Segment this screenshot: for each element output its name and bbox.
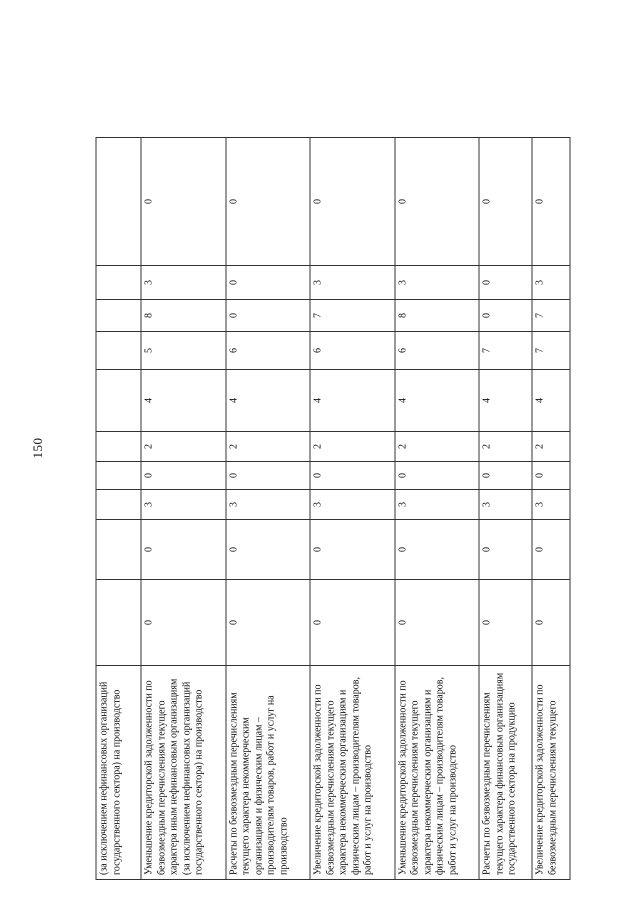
- cell-value: 8: [394, 300, 479, 332]
- data-table: [95, 137, 570, 880]
- cell-value: 3: [479, 490, 532, 520]
- table-row: [225, 138, 310, 880]
- cell-value: 4: [141, 370, 226, 432]
- cell-value: 4: [394, 370, 479, 432]
- cell-value: 4: [479, 370, 532, 432]
- cell-value: 2: [394, 432, 479, 462]
- cell-value: 0: [141, 520, 226, 580]
- cell-value: 0: [532, 580, 570, 666]
- cell-value: [96, 520, 141, 580]
- cell-value: 4: [310, 370, 395, 432]
- cell-value: 3: [141, 266, 226, 300]
- row-description: (за исключением нефинансовых организаций государственного сектора) на производство: [96, 666, 141, 880]
- cell-value: 0: [225, 300, 310, 332]
- cell-value: 0: [310, 580, 395, 666]
- cell-value: 0: [394, 520, 479, 580]
- cell-value: [96, 138, 141, 266]
- row-description: Уменьшение кредиторской задолженности по безвозмездным перечислениям текущего характера иным нефинансовым организациям (за исключением нефинансовых организаций государственного сектора) на производство: [141, 666, 226, 880]
- cell-value: 0: [532, 520, 570, 580]
- cell-value: 0: [394, 462, 479, 490]
- table-row: [96, 138, 141, 880]
- cell-value: 0: [225, 266, 310, 300]
- cell-value: 0: [310, 520, 395, 580]
- table-row: [310, 138, 395, 880]
- cell-value: 0: [141, 462, 226, 490]
- table-row: [479, 138, 532, 880]
- cell-value: 4: [532, 370, 570, 432]
- cell-value: 0: [479, 300, 532, 332]
- row-description: Расчеты по безвозмездным перечислениям текущего характера некоммерческим организациям и физическим лицам – производителям товаров, работ и услуг на производство: [225, 666, 310, 880]
- cell-value: [96, 300, 141, 332]
- rotated-sheet: [95, 138, 570, 880]
- cell-value: 3: [394, 266, 479, 300]
- cell-value: 0: [479, 266, 532, 300]
- table-frame: [95, 138, 570, 880]
- cell-value: 0: [225, 520, 310, 580]
- cell-value: [96, 370, 141, 432]
- cell-value: 2: [225, 432, 310, 462]
- cell-value: 2: [532, 432, 570, 462]
- table-row: [532, 138, 570, 880]
- cell-value: 4: [225, 370, 310, 432]
- cell-value: 7: [479, 332, 532, 370]
- cell-value: 0: [310, 138, 395, 266]
- row-description: Расчеты по безвозмездным перечислениям текущего характера финансовым организациям государственного сектора на продукцию: [479, 666, 532, 880]
- cell-value: 3: [532, 266, 570, 300]
- row-description: Уменьшение кредиторской задолженности по безвозмездным перечислениям текущего характера некоммерческим организациям и физическим лицам – производителям товаров, работ и услуг на производство: [394, 666, 479, 880]
- cell-value: [96, 266, 141, 300]
- cell-value: 6: [225, 332, 310, 370]
- table-row: [394, 138, 479, 880]
- cell-value: 3: [310, 266, 395, 300]
- cell-value: [96, 490, 141, 520]
- cell-value: [96, 432, 141, 462]
- cell-value: 0: [479, 462, 532, 490]
- cell-value: 0: [532, 138, 570, 266]
- cell-value: 6: [394, 332, 479, 370]
- cell-value: 2: [479, 432, 532, 462]
- cell-value: 0: [479, 580, 532, 666]
- cell-value: 0: [225, 580, 310, 666]
- cell-value: 2: [141, 432, 226, 462]
- page-number: 150: [30, 437, 45, 459]
- cell-value: 3: [225, 490, 310, 520]
- table-row: [141, 138, 226, 880]
- row-description: Увеличение кредиторской задолженности по безвозмездным перечислениям текущего характера некоммерческим организациям и физическим лицам – производителям товаров, работ и услуг на производство: [310, 666, 395, 880]
- cell-value: 0: [394, 138, 479, 266]
- cell-value: 5: [141, 332, 226, 370]
- cell-value: 7: [532, 300, 570, 332]
- cell-value: 7: [532, 332, 570, 370]
- cell-value: 8: [141, 300, 226, 332]
- cell-value: 0: [394, 580, 479, 666]
- cell-value: [96, 462, 141, 490]
- cell-value: 3: [141, 490, 226, 520]
- cell-value: 3: [310, 490, 395, 520]
- cell-value: 6: [310, 332, 395, 370]
- cell-value: 2: [310, 432, 395, 462]
- cell-value: 0: [479, 138, 532, 266]
- cell-value: 7: [310, 300, 395, 332]
- cell-value: [96, 580, 141, 666]
- cell-value: 0: [479, 520, 532, 580]
- cell-value: 0: [141, 580, 226, 666]
- cell-value: 0: [532, 462, 570, 490]
- row-description: Увеличение кредиторской задолженности по безвозмездным перечислениям текущего: [532, 666, 570, 880]
- cell-value: 0: [141, 138, 226, 266]
- cell-value: 3: [532, 490, 570, 520]
- cell-value: 3: [394, 490, 479, 520]
- cell-value: [96, 332, 141, 370]
- cell-value: 0: [225, 462, 310, 490]
- cell-value: 0: [225, 138, 310, 266]
- cell-value: 0: [310, 462, 395, 490]
